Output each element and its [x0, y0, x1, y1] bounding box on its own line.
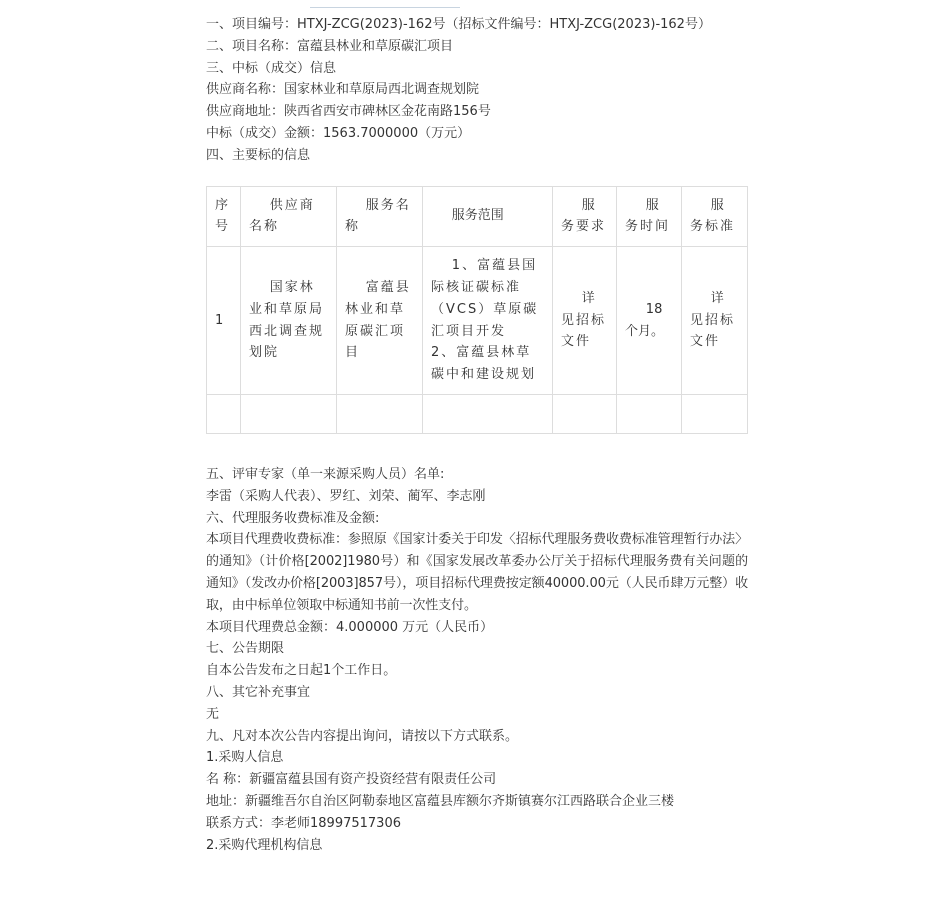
- subject-table: [206, 186, 748, 434]
- header-service-standard: 服务标准: [682, 186, 748, 247]
- empty-cell: [423, 394, 553, 433]
- main-subject-heading: 四、主要标的信息: [206, 147, 311, 163]
- empty-cell: [241, 394, 337, 433]
- experts-heading: 五、评审专家（单一来源采购人员）名单:: [206, 466, 445, 482]
- contact-heading: 九、凡对本次公告内容提出询问，请按以下方式联系。: [206, 728, 519, 744]
- buyer-contact: 联系方式：李老师18997517306: [206, 815, 401, 831]
- header-service-time: 服务时间: [617, 186, 682, 247]
- scope-item-1: 1、富蕴县国际核证碳标准（VCS）草原碳汇项目开发: [431, 258, 539, 339]
- agency-fee-total: 本项目代理费总金额：4.000000 万元（人民币）: [206, 619, 494, 635]
- supplier-name-line: 供应商名称：国家林业和草原局西北调查规划院: [206, 82, 480, 98]
- header-supplier: 供应商名称: [241, 186, 337, 247]
- agency-fee-paragraph: 本项目代理费收费标准：参照原《国家计委关于印发〈招标代理服务费收费标准管理暂行办法〉的通知》（计价格[2002]1980号）和《国家发展改革委办公厅关于招标代理服务费有关问题的通知》（发改办价格[2003]857号），项目招标代理费按定额40000.00元（人民币肆万元整）收取，由中标单位领取中标通知书前一次性支付。: [206, 532, 748, 613]
- award-info-heading: 三、中标（成交）信息: [206, 60, 337, 76]
- agency-fee-heading: 六、代理服务收费标准及金额:: [206, 510, 380, 526]
- header-service-requirement: 服务要求: [553, 186, 617, 247]
- cell-service-requirement: 详见招标文件: [553, 247, 617, 395]
- cell-service-standard: 详见招标文件: [682, 247, 748, 395]
- cell-service-scope: [423, 247, 553, 395]
- header-index: 序号: [207, 186, 241, 247]
- award-amount-line: 中标（成交）金额：1563.7000000（万元）: [206, 125, 471, 141]
- empty-cell: [207, 394, 241, 433]
- table-header-row: [207, 186, 748, 247]
- table-row-empty: [207, 394, 748, 433]
- other-matters-heading: 八、其它补充事宜: [206, 684, 311, 700]
- project-name-line: 二、项目名称：富蕴县林业和草原碳汇项目: [206, 38, 454, 54]
- notice-period-text: 自本公告发布之日起1个工作日。: [206, 663, 397, 679]
- empty-cell: [337, 394, 423, 433]
- header-service-scope: 服务范围: [423, 186, 553, 247]
- notice-period-heading: 七、公告期限: [206, 641, 285, 657]
- buyer-info-heading: 1.采购人信息: [206, 750, 284, 766]
- cell-index: 1: [207, 247, 241, 395]
- table-row: [207, 247, 748, 395]
- subject-table-wrapper: [206, 186, 748, 434]
- announcement-content: [206, 14, 748, 856]
- empty-cell: [617, 394, 682, 433]
- project-number-line: 一、项目编号：HTXJ-ZCG(2023)-162号（招标文件编号：HTXJ-ZCG(2023)-162号）: [206, 17, 711, 32]
- top-divider: [310, 7, 460, 8]
- agency-info-heading: 2.采购代理机构信息: [206, 837, 323, 853]
- empty-cell: [682, 394, 748, 433]
- buyer-name: 名 称：新疆富蕴县国有资产投资经营有限责任公司: [206, 772, 497, 788]
- header-service-name: 服务名称: [337, 186, 423, 247]
- experts-names: 李雷（采购人代表）、罗红、刘荣、蔺军、李志刚: [206, 488, 486, 504]
- cell-supplier: 国家林业和草原局西北调查规划院: [241, 247, 337, 395]
- supplier-address-line: 供应商地址：陕西省西安市碑林区金花南路156号: [206, 104, 491, 120]
- scope-item-2: 2、富蕴县林草碳中和建设规划: [431, 345, 537, 383]
- buyer-address: 地址：新疆维吾尔自治区阿勒泰地区富蕴县库额尔齐斯镇赛尔江西路联合企业三楼: [206, 793, 675, 809]
- cell-service-time: 18个月。: [617, 247, 682, 395]
- empty-cell: [553, 394, 617, 433]
- other-matters-text: 无: [206, 706, 220, 722]
- cell-service-name: 富蕴县林业和草原碳汇项目: [337, 247, 423, 395]
